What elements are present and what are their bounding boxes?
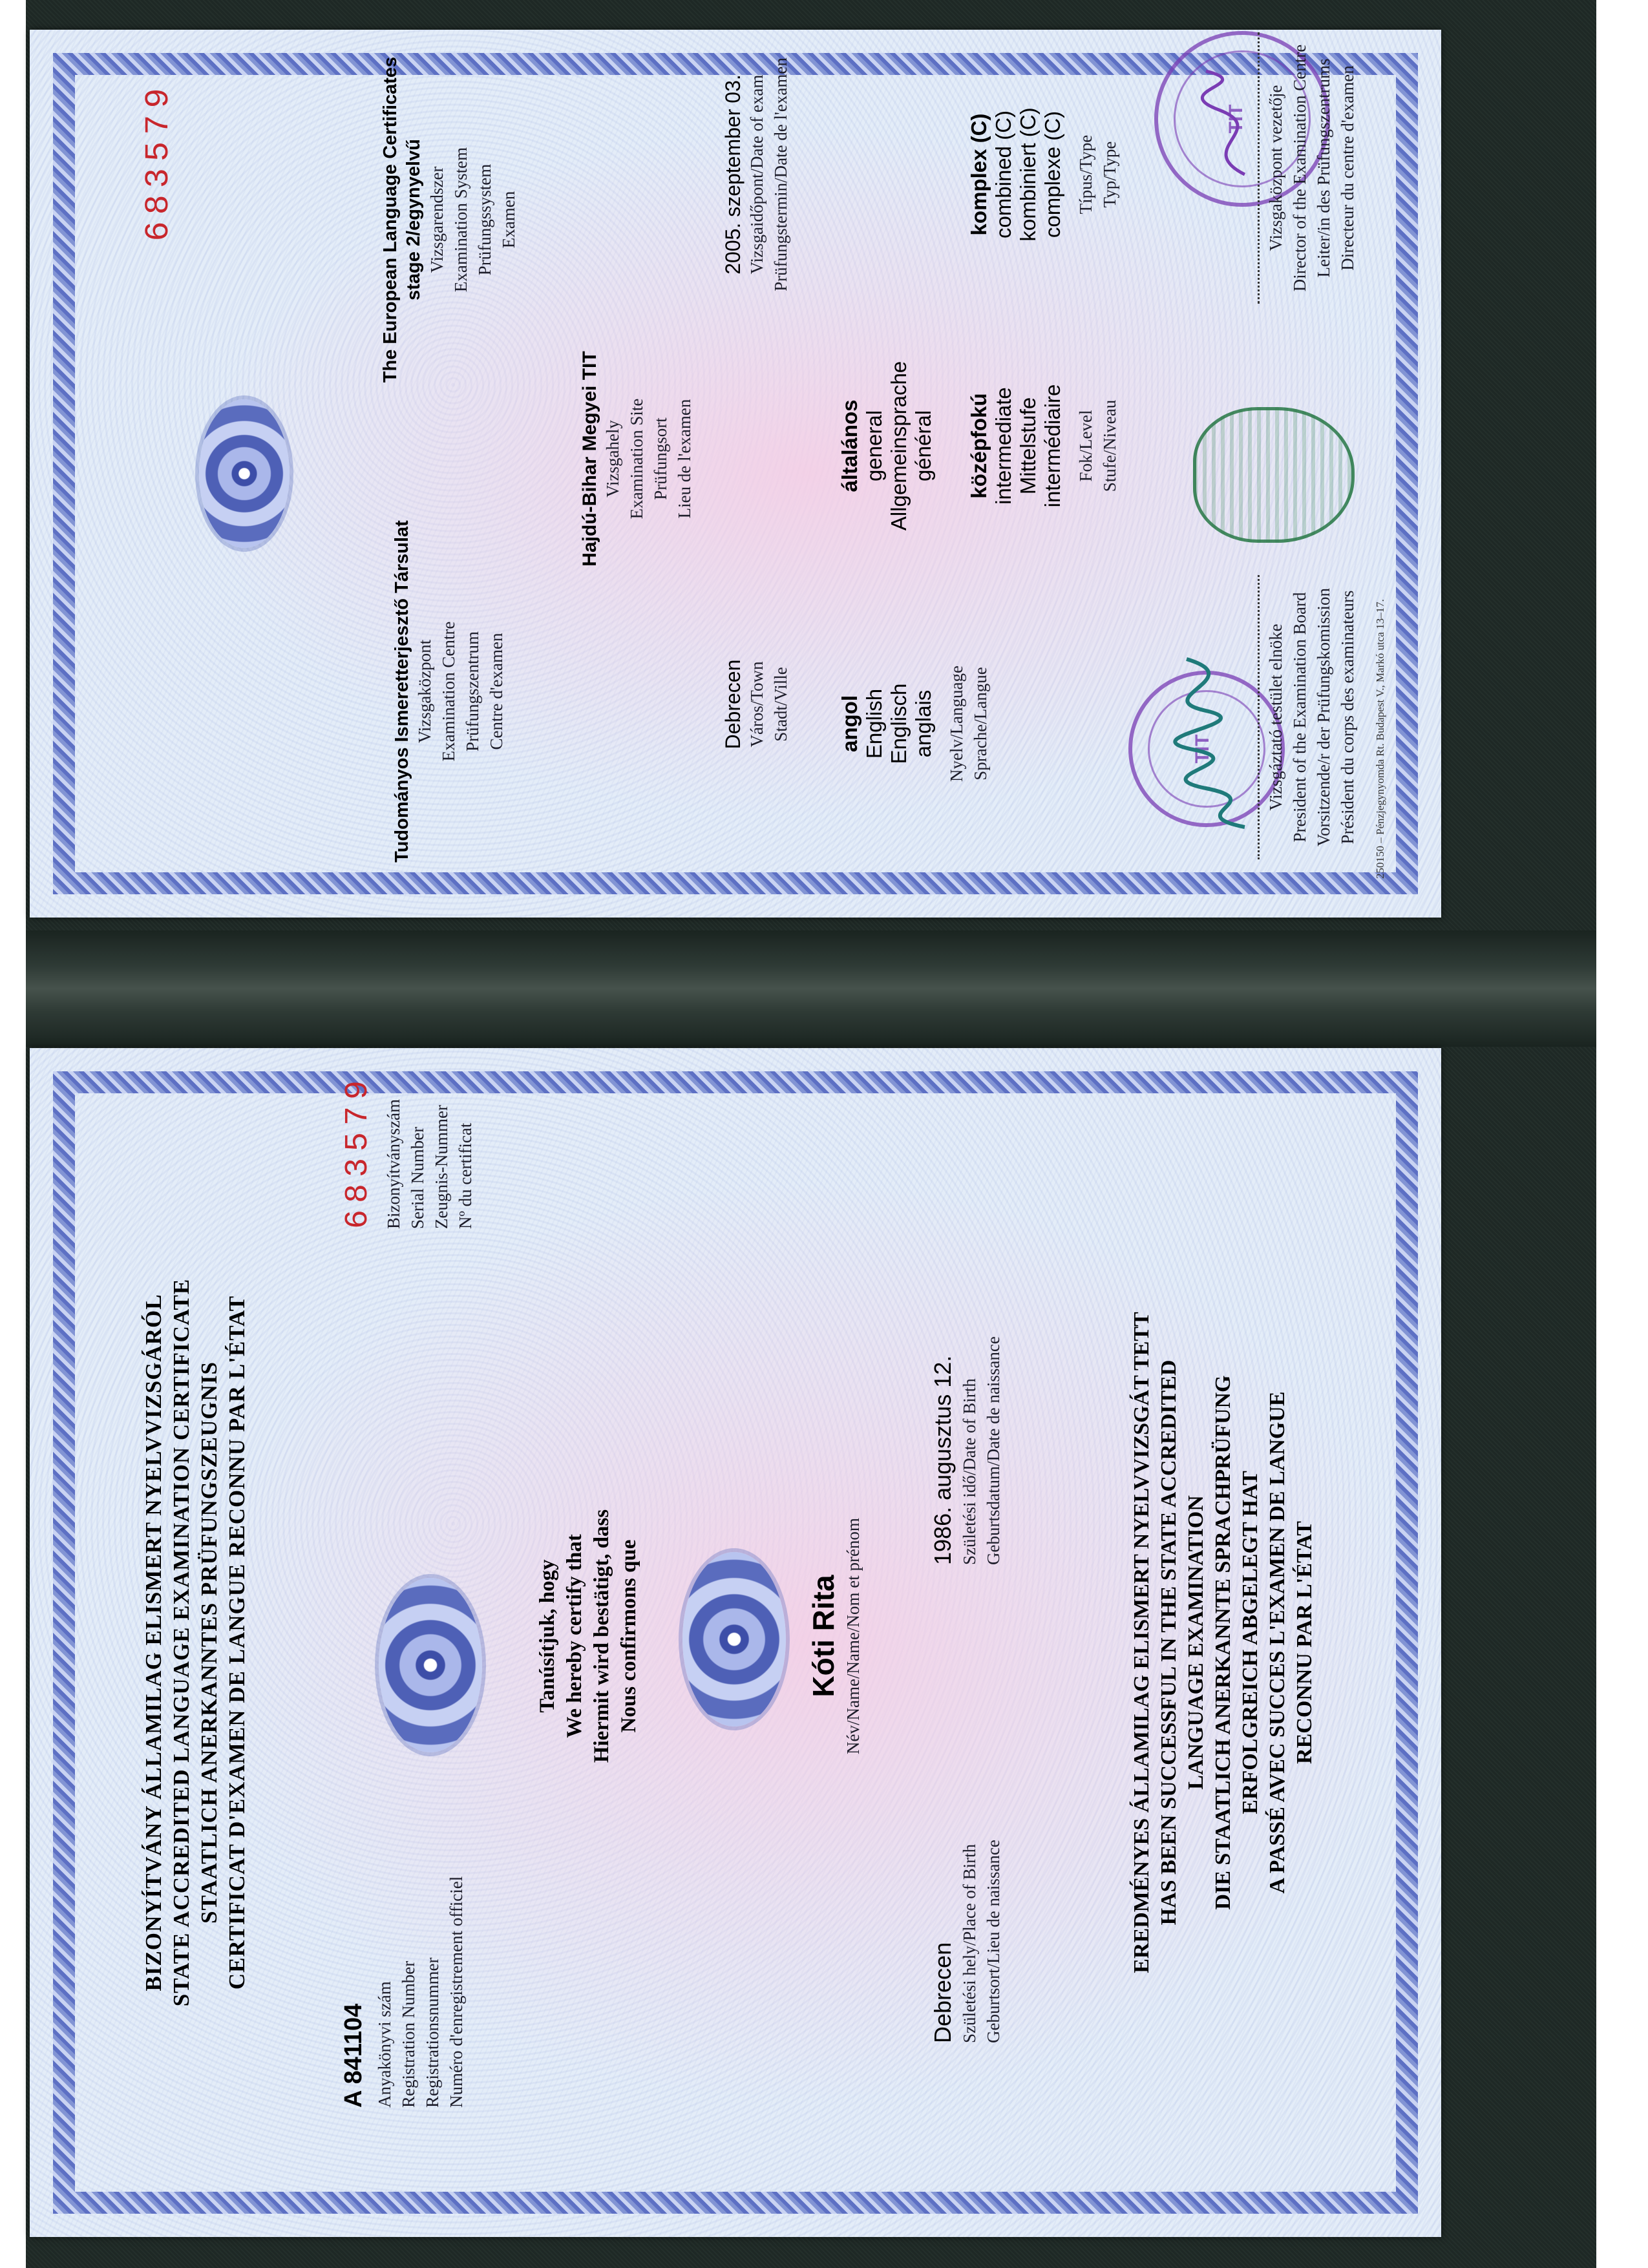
type-label-2: Typ/Type xyxy=(1100,141,1119,208)
president-label-de: Vorsitzende/r der Prüfungskomission xyxy=(1314,588,1333,846)
system-label-hu: Vizsgarendszer xyxy=(427,166,447,273)
certify-fr: Nous confirmons que xyxy=(617,1539,640,1733)
exam-system-block xyxy=(379,52,521,388)
director-label-hu: Vizsgaközpont vezetője xyxy=(1266,85,1285,251)
exam-date-block xyxy=(721,30,793,336)
result-line-7: RECONNU PAR L'ÉTAT xyxy=(1293,1521,1316,1764)
system-name: The European Language Certificates stage 2/egynyelvű xyxy=(380,56,424,383)
certify-hu: Tanúsítjuk, hogy xyxy=(536,1559,559,1713)
holder-name-label: Név/Name/Name/Nom et prénom xyxy=(843,1518,863,1754)
registration-label-hu: Anyakönyvi szám xyxy=(375,1981,394,2108)
centre-label-hu: Vizsgaközpont xyxy=(415,639,434,744)
registration-block xyxy=(340,1798,469,2108)
date-label-2: Prüfungstermin/Date de l'examen xyxy=(771,58,790,291)
round-stamp-right: TIT xyxy=(1154,31,1330,207)
title-en: STATE ACCREDITED LANGUAGE EXAMINATION CERTIFICATE xyxy=(169,1278,194,2007)
result-line-2: HAS BEEN SUCCESSFUL IN THE STATE ACCREDITED xyxy=(1157,1360,1181,1926)
site-label-fr: Lieu de l'examen xyxy=(675,399,694,519)
date-label-1: Vizsgaidőpont/Date of exam xyxy=(747,74,766,275)
birthplace-block xyxy=(928,1720,1006,2043)
rosette-emblem-top xyxy=(379,1578,482,1752)
registration-value: A 841104 xyxy=(340,2003,367,2108)
birthplace-label-2: Geburtsort/Lieu de naissance xyxy=(984,1840,1003,2043)
type-hu: komplex (C) xyxy=(967,113,991,236)
certify-de: Hiermit wird bestätigt, dass xyxy=(590,1509,613,1763)
system-label-de: Prüfungssystem xyxy=(475,163,494,276)
signature-line-president xyxy=(1258,575,1260,859)
rosette-emblem xyxy=(199,399,290,548)
site-label-en: Examination Site xyxy=(627,398,646,520)
director-caption xyxy=(1264,30,1360,323)
president-label-en: President of the Examination Board xyxy=(1290,592,1309,843)
language-fr: anglais xyxy=(911,689,935,758)
serial-number: 683579 xyxy=(140,81,178,242)
variety-block xyxy=(838,336,936,556)
registration-label-en: Registration Number xyxy=(399,1960,418,2108)
site-label-hu: Vizsgahely xyxy=(603,420,622,498)
director-label-de: Leiter/in des Prüfungszentrums xyxy=(1314,58,1333,278)
serial-label-fr: Nº du certificat xyxy=(456,1122,475,1229)
level-label-1: Fok/Level xyxy=(1076,410,1095,482)
type-block xyxy=(967,65,1122,284)
result-line-4: DIE STAATLICH ANERKANNTE SPRACHPRÜFUNG xyxy=(1211,1375,1235,1910)
result-statement xyxy=(1128,1113,1318,2172)
president-label-hu: Vizsgáztató testület elnöke xyxy=(1266,624,1285,811)
title-de: STAATLICH ANERKANNTES PRÜFUNGSZEUGNIS xyxy=(196,1361,222,1924)
birthplace-value: Debrecen xyxy=(929,1942,956,2043)
town-label-2: Stadt/Ville xyxy=(771,667,790,742)
registration-label-fr: Numéro d'enregistrement officiel xyxy=(447,1876,466,2108)
serial-label-en: Serial Number xyxy=(408,1126,427,1229)
serial-label-hu: Bizonyítványszám xyxy=(384,1099,403,1229)
title-hu: BIZONYÍTVÁNY ÁLLAMILAG ELISMERT NYELVVIZSGÁRÓL xyxy=(141,1294,166,1991)
level-label-2: Stufe/Niveau xyxy=(1100,399,1119,492)
system-label-fr: Examen xyxy=(499,191,518,249)
town-block xyxy=(721,620,793,788)
front-page-content xyxy=(30,1048,1441,2237)
site-value: Hajdú-Bihar Megyei TIT xyxy=(579,351,600,567)
centre-label-en: Examination Centre xyxy=(439,621,458,762)
level-hu: középfokú xyxy=(967,393,991,499)
town-value: Debrecen xyxy=(721,659,745,750)
certificate-back-page xyxy=(30,30,1441,918)
holder-name: Kóti Rita xyxy=(807,1575,840,1697)
birthdate-block xyxy=(928,1177,1006,1565)
exam-centre-block xyxy=(392,491,509,892)
printer-imprint: 250150 – Pénzjegynyomda Rt. Budapest V., Markó utca 13–17. xyxy=(1374,599,1386,879)
certificate-title xyxy=(140,1087,251,2198)
result-line-5: ERFOLGREICH ABGELEGT HAT xyxy=(1238,1471,1262,1814)
back-page-content xyxy=(30,30,1441,918)
coat-of-arms-seal xyxy=(1193,407,1355,543)
site-label-de: Prüfungsort xyxy=(651,417,670,500)
variety-hu: általános xyxy=(838,399,861,492)
system-label-en: Examination System xyxy=(451,147,470,293)
type-de: kombiniert (C) xyxy=(1016,107,1040,242)
town-label-1: Város/Town xyxy=(747,661,766,748)
title-fr: CERTIFICAT D'EXAMEN DE LANGUE RECONNU PAR L'ÉTAT xyxy=(224,1295,249,1990)
registration-label-de: Registrationsnummer xyxy=(423,1957,442,2108)
type-fr: complexe (C) xyxy=(1041,110,1064,238)
exam-date-value: 2005. szeptember 03. xyxy=(721,74,745,275)
folder-spine xyxy=(26,930,1596,1047)
level-block xyxy=(967,336,1122,556)
level-fr: intermédiaire xyxy=(1041,384,1064,508)
level-en: intermediate xyxy=(991,387,1015,505)
type-label-1: Típus/Type xyxy=(1076,134,1095,215)
signature-line-director xyxy=(1258,32,1260,304)
variety-de: Allgemeinsprache xyxy=(887,361,911,531)
certify-block xyxy=(534,1455,642,1817)
centre-name: Tudományos Ismeretterjesztő Társulat xyxy=(392,520,412,863)
result-line-3: LANGUAGE EXAMINATION xyxy=(1184,1495,1208,1790)
language-label-1: Nyelv/Language xyxy=(947,666,966,782)
certificate-front-page xyxy=(30,1048,1441,2237)
language-en: English xyxy=(862,688,886,759)
director-label-fr: Directeur du centre d'examen xyxy=(1338,65,1357,271)
language-block xyxy=(838,640,993,808)
centre-label-de: Prüfungszentrum xyxy=(463,631,482,751)
serial-block xyxy=(340,1061,478,1229)
certify-en: We hereby certify that xyxy=(563,1534,586,1738)
birthplace-label-1: Születési hely/Place of Birth xyxy=(960,1843,979,2043)
birthdate-value: 1986. augusztus 12. xyxy=(929,1355,956,1565)
variety-en: general xyxy=(862,410,886,482)
holder-name-block xyxy=(805,1436,865,1836)
type-en: combined (C) xyxy=(991,110,1015,239)
director-label-en: Director of the Examination Centre xyxy=(1290,44,1309,292)
round-stamp-left: TIT xyxy=(1128,671,1285,827)
centre-label-fr: Centre d'examen xyxy=(487,633,506,750)
serial-value: 683579 xyxy=(340,1073,377,1229)
language-de: Englisch xyxy=(887,683,911,764)
language-hu: angol xyxy=(838,695,861,752)
rosette-emblem-center xyxy=(682,1552,786,1727)
variety-fr: général xyxy=(911,410,935,482)
language-label-2: Sprache/Langue xyxy=(971,667,990,781)
result-line-1: EREDMÉNYES ÁLLAMILAG ELISMERT NYELVVIZSGÁT TETT xyxy=(1130,1312,1154,1973)
exam-site-block xyxy=(579,323,697,594)
president-caption xyxy=(1264,556,1360,879)
result-line-6: A PASSÉ AVEC SUCCES L'EXAMEN DE LANGUE xyxy=(1265,1391,1289,1894)
president-label-fr: Président du corps des examinateurs xyxy=(1338,590,1357,845)
birthdate-label-2: Geburtsdatum/Date de naissance xyxy=(984,1336,1003,1565)
level-de: Mittelstufe xyxy=(1016,397,1040,495)
serial-label-de: Zeugnis-Nummer xyxy=(432,1105,451,1229)
birthdate-label-1: Születési idő/Date of Birth xyxy=(960,1378,979,1565)
